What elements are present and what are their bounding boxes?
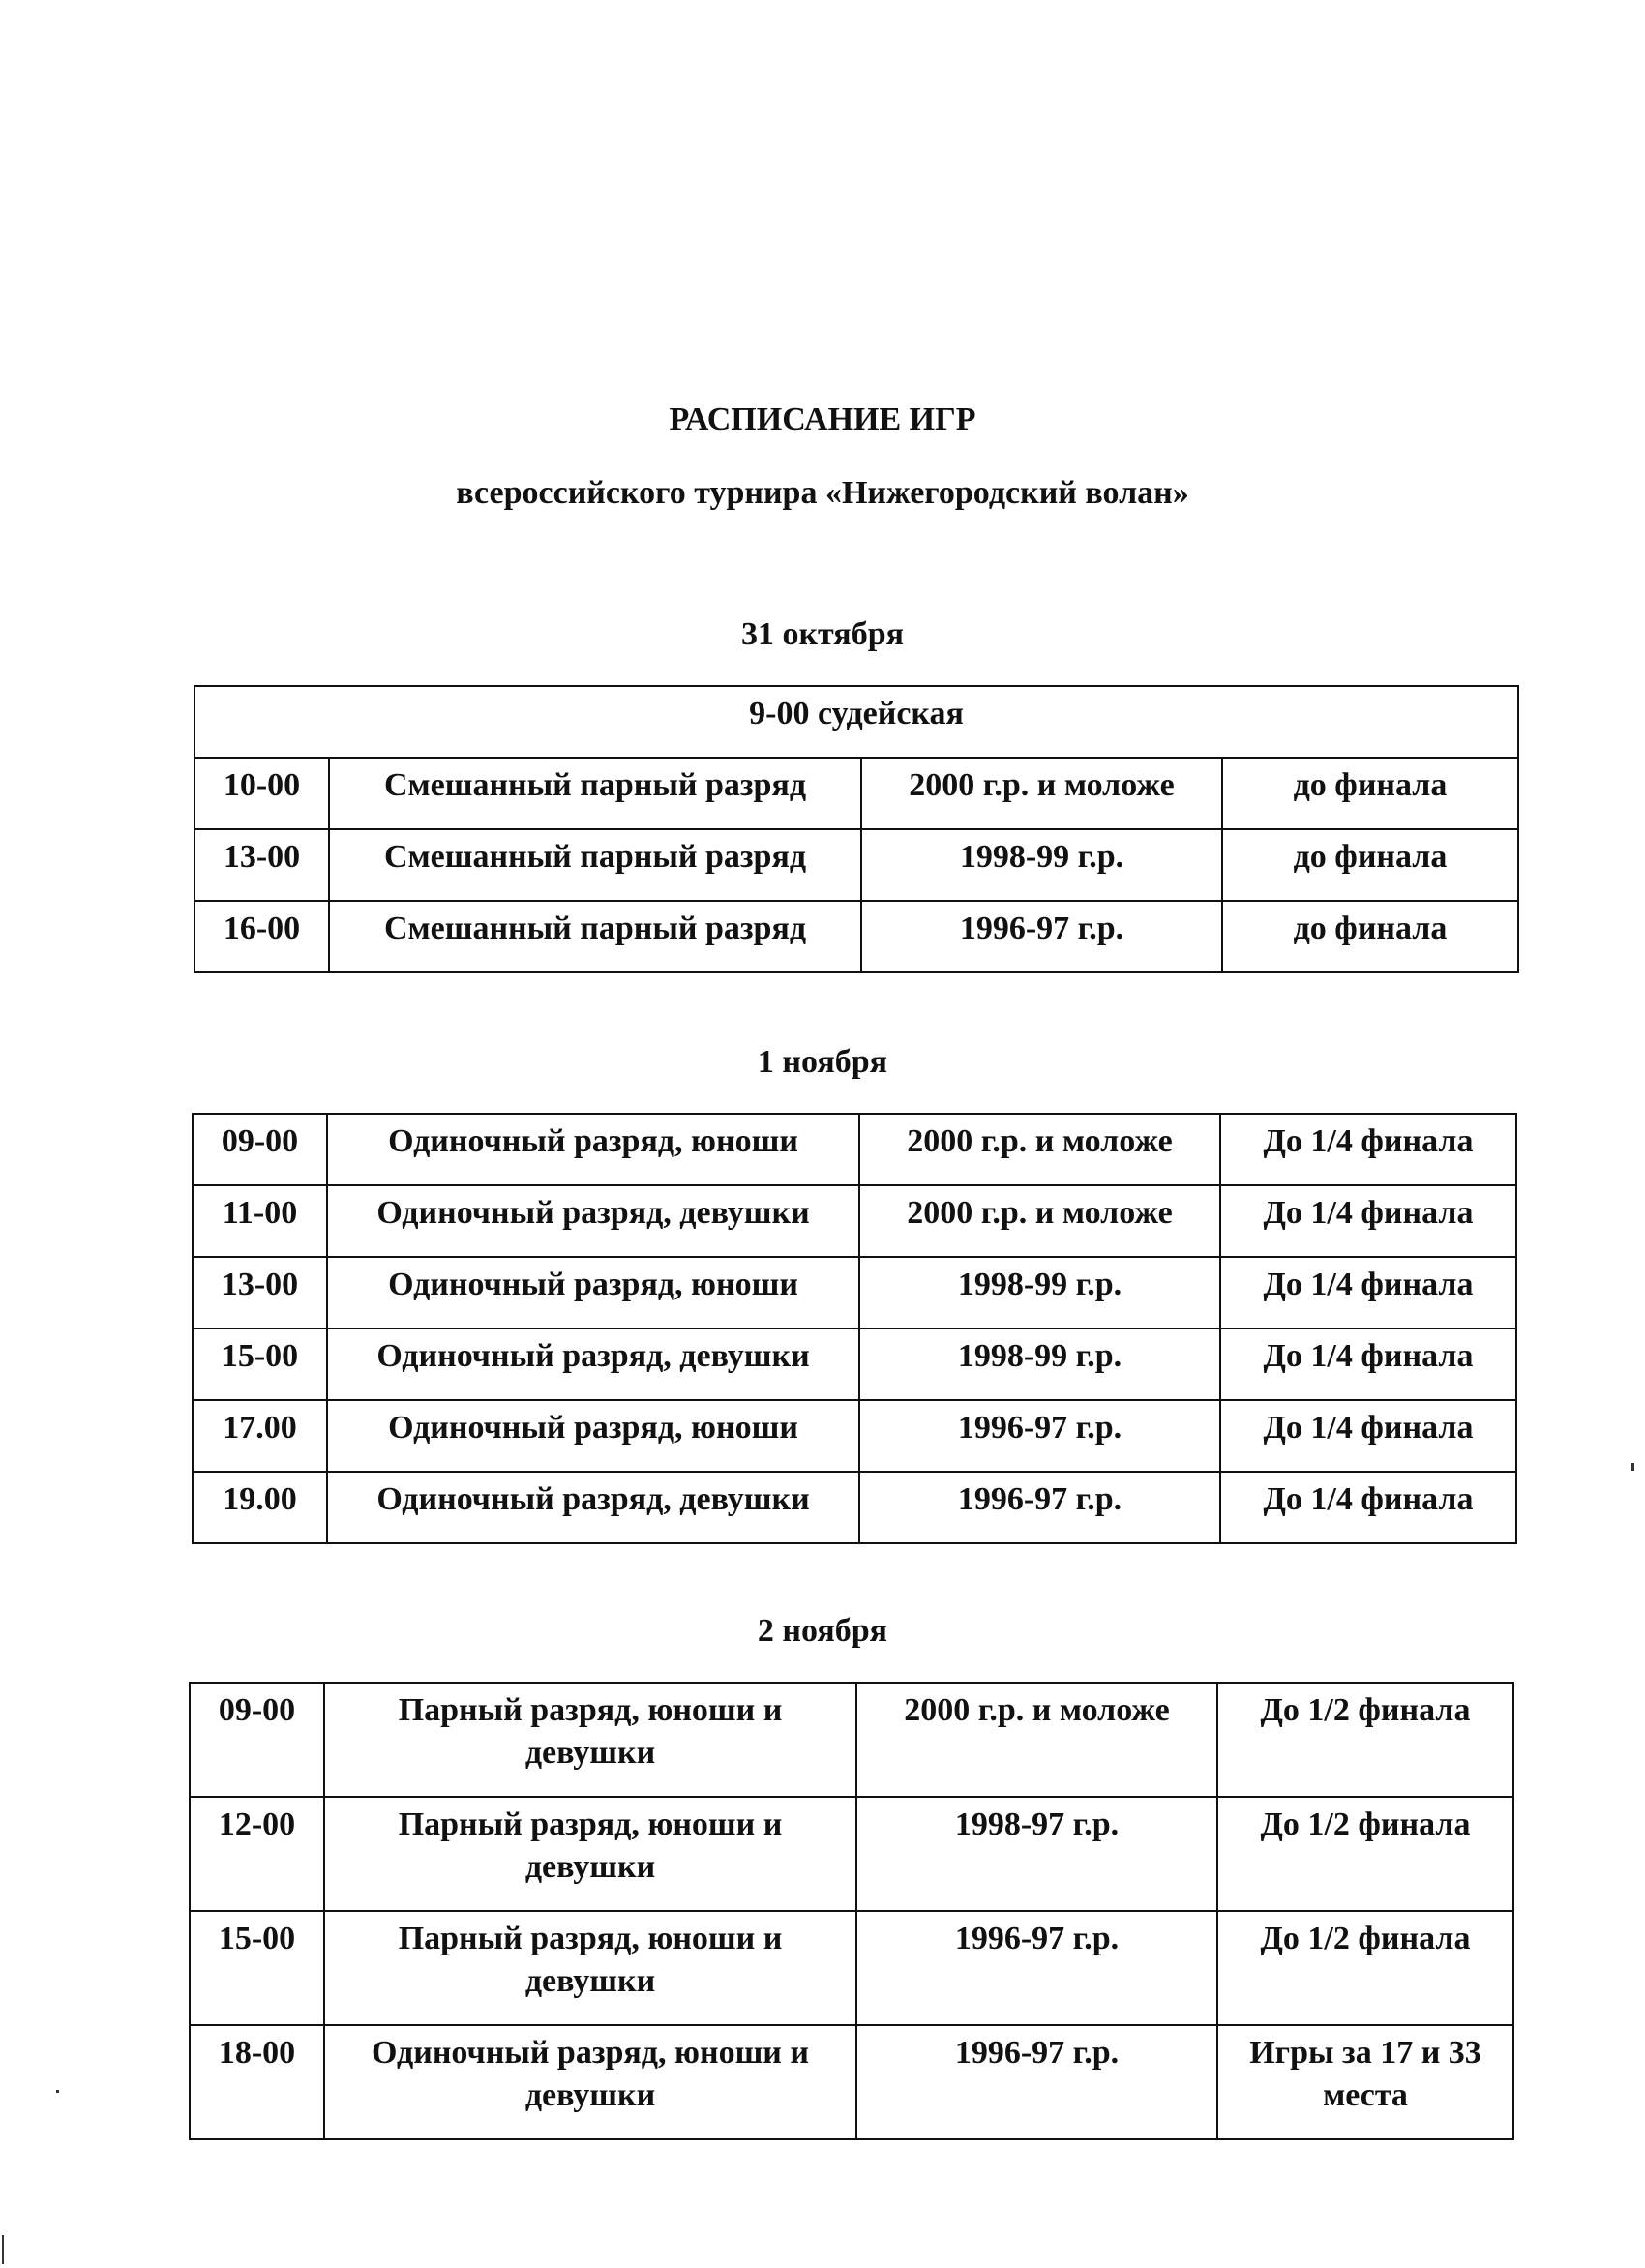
age-cell: 1996-97 г.р. [856, 2025, 1217, 2139]
table-row [193, 1400, 1516, 1472]
table-row [193, 1114, 1516, 1185]
age-cell: 1996-97 г.р. [856, 1911, 1217, 2025]
age-cell: 1996-97 г.р. [861, 901, 1222, 972]
event-cell: Парный разряд, юноши и девушки [324, 1683, 856, 1797]
age-cell: 2000 г.р. и моложе [859, 1114, 1220, 1185]
event-cell: Смешанный парный разряд [329, 829, 861, 901]
event-cell: Одиночный разряд, девушки [327, 1472, 859, 1543]
event-cell: Парный разряд, юноши и девушки [324, 1911, 856, 2025]
stage-cell: До 1/4 финала [1220, 1185, 1516, 1257]
event-cell: Парный разряд, юноши и девушки [324, 1797, 856, 1911]
stage-cell: До 1/2 финала [1217, 1911, 1513, 2025]
table-row [190, 1683, 1513, 1797]
table-row [193, 1185, 1516, 1257]
age-cell: 1996-97 г.р. [859, 1400, 1220, 1472]
table-row [190, 2025, 1513, 2139]
stage-cell: До 1/4 финала [1220, 1472, 1516, 1543]
time-cell: 09-00 [190, 1683, 324, 1797]
age-cell: 1998-97 г.р. [856, 1797, 1217, 1911]
age-cell: 2000 г.р. и моложе [856, 1683, 1217, 1797]
time-cell: 16-00 [194, 901, 329, 972]
event-cell: Одиночный разряд, девушки [327, 1185, 859, 1257]
stage-cell: Игры за 17 и 33 места [1217, 2025, 1513, 2139]
table-row [194, 758, 1518, 829]
event-cell: Одиночный разряд, юноши и девушки [324, 2025, 856, 2139]
document-title: РАСПИСАНИЕ ИГР [669, 402, 976, 437]
stage-cell: До 1/4 финала [1220, 1328, 1516, 1400]
stage-cell: до финала [1222, 829, 1518, 901]
time-cell: 15-00 [190, 1911, 324, 2025]
event-cell: Одиночный разряд, девушки [327, 1328, 859, 1400]
event-cell: Одиночный разряд, юноши [327, 1114, 859, 1185]
scan-speck [56, 2090, 59, 2093]
event-cell: Одиночный разряд, юноши [327, 1400, 859, 1472]
time-cell: 11-00 [193, 1185, 327, 1257]
time-cell: 15-00 [193, 1328, 327, 1400]
stage-cell: До 1/4 финала [1220, 1257, 1516, 1328]
stage-cell: до финала [1222, 758, 1518, 829]
table-header-row [194, 686, 1518, 758]
age-cell: 1998-99 г.р. [859, 1328, 1220, 1400]
time-cell: 09-00 [193, 1114, 327, 1185]
stage-cell: До 1/2 финала [1217, 1683, 1513, 1797]
stage-cell: до финала [1222, 901, 1518, 972]
scan-speck [1631, 1463, 1634, 1471]
schedule-table-nov-2 [189, 1682, 1514, 2140]
document-subtitle: всероссийского турнира «Нижегородский волан» [456, 475, 1189, 511]
time-cell: 13-00 [193, 1257, 327, 1328]
time-cell: 10-00 [194, 758, 329, 829]
table-row [190, 1797, 1513, 1911]
day-heading-nov-1: 1 ноября [757, 1044, 888, 1080]
stage-cell: До 1/2 финала [1217, 1797, 1513, 1911]
table-row [193, 1257, 1516, 1328]
time-cell: 18-00 [190, 2025, 324, 2139]
stage-cell: До 1/4 финала [1220, 1400, 1516, 1472]
age-cell: 1998-99 г.р. [859, 1257, 1220, 1328]
table-row [193, 1472, 1516, 1543]
table-row [190, 1911, 1513, 2025]
table-row [193, 1328, 1516, 1400]
time-cell: 13-00 [194, 829, 329, 901]
scan-edge-mark [2, 2235, 4, 2264]
table-row [194, 901, 1518, 972]
event-cell: Одиночный разряд, юноши [327, 1257, 859, 1328]
day-heading-nov-2: 2 ноября [757, 1613, 888, 1649]
schedule-table-oct-31 [194, 685, 1519, 973]
table-row [194, 829, 1518, 901]
time-cell: 19.00 [193, 1472, 327, 1543]
event-cell: Смешанный парный разряд [329, 758, 861, 829]
age-cell: 1996-97 г.р. [859, 1472, 1220, 1543]
time-cell: 17.00 [193, 1400, 327, 1472]
time-cell: 12-00 [190, 1797, 324, 1911]
referee-meeting-cell: 9-00 судейская [194, 686, 1518, 758]
event-cell: Смешанный парный разряд [329, 901, 861, 972]
stage-cell: До 1/4 финала [1220, 1114, 1516, 1185]
age-cell: 2000 г.р. и моложе [859, 1185, 1220, 1257]
day-heading-oct-31: 31 октября [740, 616, 905, 652]
age-cell: 1998-99 г.р. [861, 829, 1222, 901]
age-cell: 2000 г.р. и моложе [861, 758, 1222, 829]
schedule-table-nov-1 [192, 1113, 1517, 1544]
